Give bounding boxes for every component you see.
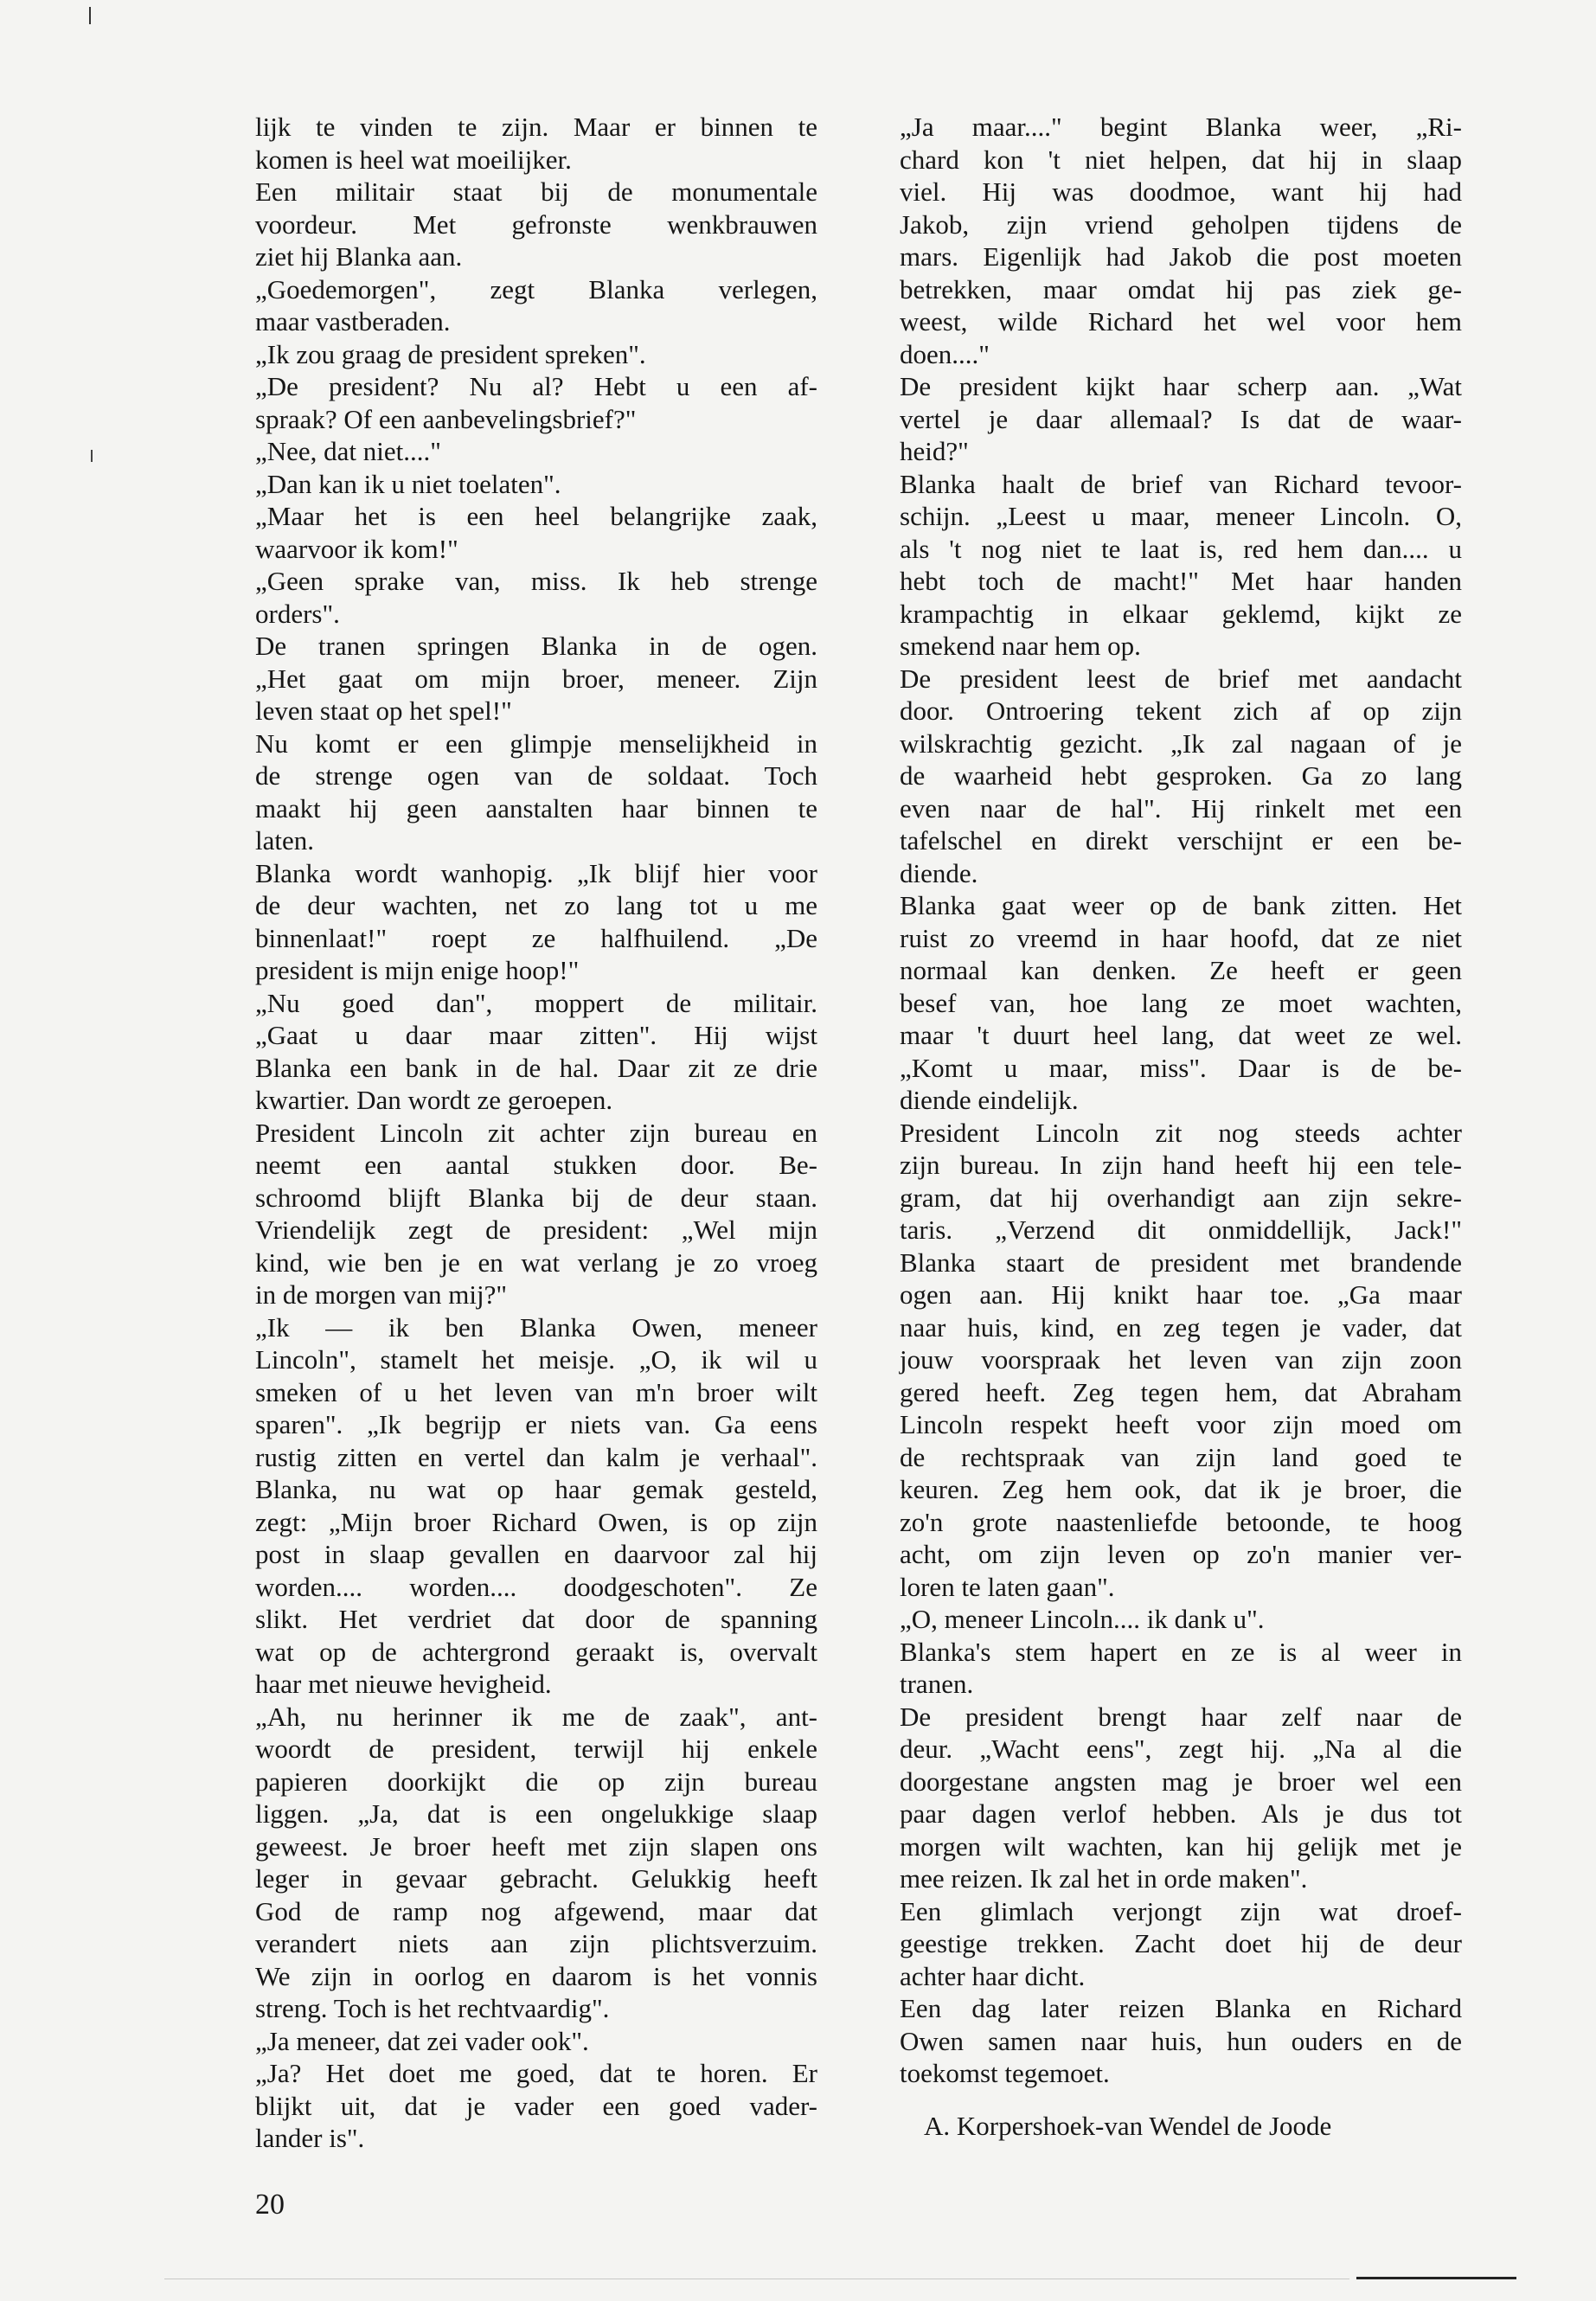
text-line: tafelschel en direkt verschijnt er een be- (900, 825, 1462, 856)
text-line: orders". (255, 598, 340, 629)
text-line: maar 't duurt heel lang, dat weet ze wel. (900, 1020, 1462, 1050)
left-text-column (255, 111, 817, 2155)
text-line: „Dan kan ik u niet toelaten". (255, 468, 561, 499)
text-line: kwartier. Dan wordt ze geroepen. (255, 1085, 613, 1115)
text-line: loren te laten gaan". (900, 1571, 1115, 1602)
text-line: even naar de hal". Hij rinkelt met een (900, 792, 1462, 824)
text-line: de strenge ogen van de soldaat. Toch (255, 760, 817, 791)
text-line: President Lincoln zit nog steeds achter (900, 1117, 1462, 1148)
text-line: diende eindelijk. (900, 1085, 1079, 1115)
text-line: in de morgen van mij?" (255, 1279, 508, 1310)
text-line: hebt toch de macht!" Met haar handen (900, 566, 1462, 596)
text-line: maakt hij geen aanstalten haar binnen te (255, 792, 817, 824)
text-line: Lincoln", stamelt het meisje. „O, ik wil u (255, 1344, 817, 1375)
text-line: maar vastberaden. (255, 306, 451, 336)
text-line: Blanka's stem hapert en ze is al weer in (900, 1636, 1462, 1667)
text-line: spraak? Of een aanbevelingsbrief?" (255, 403, 637, 434)
text-line: viel. Hij was doodmoe, want hij had (900, 176, 1462, 207)
text-line: normaal kan denken. Ze heeft er geen (900, 955, 1462, 985)
text-line: doen...." (900, 338, 990, 369)
text-line: als 't nog niet te laat is, red hem dan.... u (900, 533, 1462, 564)
text-line: De president leest de brief met aandacht (900, 663, 1462, 694)
text-line: woordt de president, terwijl hij enkele (255, 1734, 817, 1764)
text-line: Jakob, zijn vriend geholpen tijdens de (900, 208, 1462, 240)
text-line: komen is heel wat moeilijker. (255, 144, 572, 175)
text-line: „Ja meneer, dat zei vader ook". (255, 2025, 589, 2056)
scan-mark-left (91, 450, 93, 462)
text-line: We zijn in oorlog en daarom is het vonnis (255, 1960, 817, 1991)
text-line: schijn. „Leest u maar, meneer Lincoln. O, (900, 501, 1462, 531)
text-line: de deur wachten, net zo lang tot u me (255, 890, 817, 920)
text-line: sparen". „Ik begrijp er niets van. Ga eens (255, 1409, 817, 1439)
text-line: door. Ontroering tekent zich af op zijn (900, 695, 1462, 726)
text-line: Blanka staart de president met brandende (900, 1247, 1462, 1278)
text-line: mars. Eigenlijk had Jakob die post moeten (900, 241, 1462, 272)
text-line: diende. (900, 857, 978, 888)
text-line: ruist zo vreemd in haar hoofd, dat ze niet (900, 922, 1462, 953)
right-text-column (900, 111, 1462, 2090)
text-line: voordeur. Met gefronste wenkbrauwen (255, 208, 817, 240)
text-line: worden.... worden.... doodgeschoten". Ze (255, 1571, 817, 1602)
text-line: slikt. Het verdriet dat door de spanning (255, 1604, 817, 1634)
bottom-rule (1356, 2277, 1516, 2279)
text-line: jouw voorspraak het leven van zijn zoon (900, 1344, 1462, 1375)
text-line: morgen wilt wachten, kan hij gelijk met je (900, 1830, 1462, 1862)
text-line: verandert niets aan zijn plichtsverzuim. (255, 1928, 817, 1958)
text-line: blijkt uit, dat je vader een goed vader- (255, 2090, 817, 2121)
author-signature: A. Korpershoek-van Wendel de Joode (924, 2111, 1332, 2141)
text-line: neemt een aantal stukken door. Be- (255, 1150, 817, 1180)
text-line: weest, wilde Richard het wel voor hem (900, 306, 1462, 336)
text-line: lander is". (255, 2123, 365, 2153)
text-line: betrekken, maar omdat hij pas ziek ge- (900, 273, 1462, 304)
text-line: „Ja? Het doet me goed, dat te horen. Er (255, 2058, 817, 2088)
text-line: Blanka haalt de brief van Richard tevoor- (900, 468, 1462, 499)
text-line: de waarheid hebt gesproken. Ga zo lang (900, 760, 1462, 791)
text-line: paar dagen verlof hebben. Als je dus tot (900, 1798, 1462, 1829)
scan-mark-top (89, 7, 91, 24)
text-line: lijk te vinden te zijn. Maar er binnen te (255, 112, 817, 142)
text-line: laten. (255, 825, 314, 856)
text-line: post in slaap gevallen en daarvoor zal hij (255, 1539, 817, 1569)
text-line: „De president? Nu al? Hebt u een af- (255, 371, 817, 401)
text-line: gram, dat hij overhandigt aan zijn sekre- (900, 1182, 1462, 1213)
text-line: Nu komt er een glimpje menselijkheid in (255, 727, 817, 759)
text-line: Lincoln respekt heeft voor zijn moed om (900, 1409, 1462, 1439)
text-line: ziet hij Blanka aan. (255, 241, 463, 272)
text-line: besef van, hoe lang ze moet wachten, (900, 987, 1462, 1018)
text-line: kind, wie ben je en wat verlang je zo vroeg (255, 1247, 817, 1278)
text-line: keuren. Zeg hem ook, dat ik je broer, die (900, 1474, 1462, 1504)
text-line: „O, meneer Lincoln.... ik dank u". (900, 1604, 1265, 1634)
text-line: naar huis, kind, en zeg tegen je vader, dat (900, 1311, 1462, 1343)
text-line: schroomd blijft Blanka bij de deur staan. (255, 1182, 817, 1213)
text-line: streng. Toch is het rechtvaardig". (255, 1993, 610, 2023)
text-line: leger in gevaar gebracht. Gelukkig heeft (255, 1863, 817, 1894)
text-line: „Goedemorgen", zegt Blanka verlegen, (255, 273, 817, 304)
text-line: haar met nieuwe hevigheid. (255, 1669, 552, 1699)
text-line: De president kijkt haar scherp aan. „Wat (900, 371, 1462, 401)
text-line: „Ik — ik ben Blanka Owen, meneer (255, 1311, 817, 1343)
text-line: zijn bureau. In zijn hand heeft hij een tele- (900, 1150, 1462, 1180)
text-line: binnenlaat!" roept ze halfhuilend. „De (255, 922, 817, 953)
text-line: Een militair staat bij de monumentale (255, 176, 817, 207)
text-line: smeken of u het leven van m'n broer wilt (255, 1376, 817, 1407)
text-line: heid?" (900, 436, 969, 466)
text-line: papieren doorkijkt die op zijn bureau (255, 1766, 817, 1797)
text-line: mee reizen. Ik zal het in orde maken". (900, 1863, 1308, 1894)
text-line: achter haar dicht. (900, 1960, 1086, 1991)
text-line: De president brengt haar zelf naar de (900, 1701, 1462, 1732)
text-line: De tranen springen Blanka in de ogen. (255, 631, 817, 661)
text-line: Owen samen naar huis, hun ouders en de (900, 2025, 1462, 2056)
text-line: „Ja maar...." begint Blanka weer, „Ri- (900, 112, 1462, 142)
text-line: „Gaat u daar maar zitten". Hij wijst (255, 1020, 817, 1050)
text-line: vertel je daar allemaal? Is dat de waar- (900, 403, 1462, 434)
text-line: Een glimlach verjongt zijn wat droef- (900, 1895, 1462, 1926)
text-line: taris. „Verzend dit onmiddellijk, Jack!" (900, 1215, 1462, 1245)
text-line: „Geen sprake van, miss. Ik heb strenge (255, 566, 817, 596)
text-line: „Ik zou graag de president spreken". (255, 338, 646, 369)
text-line: President Lincoln zit achter zijn bureau en (255, 1117, 817, 1148)
text-line: smekend naar hem op. (900, 631, 1141, 661)
text-line: Blanka een bank in de hal. Daar zit ze drie (255, 1052, 817, 1083)
text-line: Een dag later reizen Blanka en Richard (900, 1993, 1462, 2023)
text-line: acht, om zijn leven op zo'n manier ver- (900, 1539, 1462, 1569)
text-line: geestige trekken. Zacht doet hij de deur (900, 1928, 1462, 1958)
text-line: God de ramp nog afgewend, maar dat (255, 1895, 817, 1926)
text-line: gered heeft. Zeg tegen hem, dat Abraham (900, 1376, 1462, 1407)
text-line: chard kon 't niet helpen, dat hij in slaap (900, 144, 1462, 175)
text-line: toekomst tegemoet. (900, 2058, 1110, 2088)
text-line: „Maar het is een heel belangrijke zaak, (255, 501, 817, 531)
text-line: „Nu goed dan", moppert de militair. (255, 987, 817, 1018)
text-line: ogen aan. Hij knikt haar toe. „Ga maar (900, 1279, 1462, 1310)
text-line: de rechtspraak van zijn land goed te (900, 1441, 1462, 1472)
text-line: wat op de achtergrond geraakt is, overvalt (255, 1636, 817, 1667)
text-line: leven staat op het spel!" (255, 695, 512, 726)
text-line: tranen. (900, 1669, 974, 1699)
text-line: liggen. „Ja, dat is een ongelukkige slaap (255, 1798, 817, 1829)
text-line: „Ah, nu herinner ik me de zaak", ant- (255, 1701, 817, 1732)
text-line: waarvoor ik kom!" (255, 533, 458, 564)
text-line: „Nee, dat niet...." (255, 436, 441, 466)
text-line: Blanka gaat weer op de bank zitten. Het (900, 890, 1462, 920)
text-line: president is mijn enige hoop!" (255, 955, 580, 985)
text-line: wilskrachtig gezicht. „Ik zal nagaan of je (900, 727, 1462, 759)
text-line: „Komt u maar, miss". Daar is de be- (900, 1052, 1462, 1083)
text-line: „Het gaat om mijn broer, meneer. Zijn (255, 663, 817, 694)
text-line: Blanka wordt wanhopig. „Ik blijf hier voor (255, 857, 817, 888)
text-line: doorgestane angsten mag je broer wel een (900, 1766, 1462, 1797)
text-line: zegt: „Mijn broer Richard Owen, is op zijn (255, 1506, 817, 1537)
text-line: rustig zitten en vertel dan kalm je verhaal". (255, 1441, 817, 1472)
text-line: krampachtig in elkaar geklemd, kijkt ze (900, 598, 1462, 629)
text-line: geweest. Je broer heeft met zijn slapen ons (255, 1830, 817, 1862)
text-line: Blanka, nu wat op haar gemak gesteld, (255, 1474, 817, 1504)
page-number: 20 (255, 2189, 285, 2221)
text-line: deur. „Wacht eens", zegt hij. „Na al die (900, 1734, 1462, 1764)
text-line: Vriendelijk zegt de president: „Wel mijn (255, 1215, 817, 1245)
text-line: zo'n grote naastenliefde betoonde, te hoog (900, 1506, 1462, 1537)
